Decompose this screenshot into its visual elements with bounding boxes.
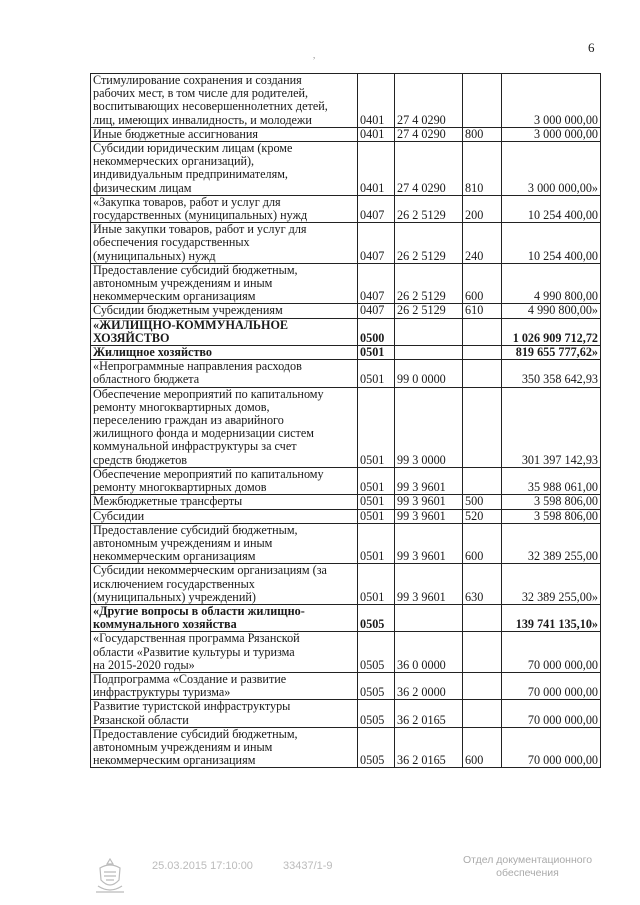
table-row bbox=[91, 632, 601, 673]
table-row bbox=[91, 142, 601, 196]
row-expense-type: 600 bbox=[463, 263, 502, 304]
row-expense-type bbox=[463, 318, 502, 345]
row-target-article: 99 3 9601 bbox=[395, 509, 463, 523]
row-amount: 4 990 800,00 bbox=[502, 263, 601, 304]
row-section: 0501 bbox=[358, 387, 395, 467]
row-target-article: 36 2 0165 bbox=[395, 700, 463, 727]
row-target-article: 36 2 0000 bbox=[395, 672, 463, 699]
row-amount: 70 000 000,00 bbox=[502, 632, 601, 673]
table-row bbox=[91, 467, 601, 494]
row-target-article bbox=[395, 318, 463, 345]
row-name: Иные бюджетные ассигнования bbox=[91, 127, 358, 141]
row-section: 0505 bbox=[358, 672, 395, 699]
row-name: Межбюджетные трансферты bbox=[91, 495, 358, 509]
row-amount: 1 026 909 712,72 bbox=[502, 318, 601, 345]
row-expense-type bbox=[463, 387, 502, 467]
row-name: Обеспечение мероприятий по капитальному ремонту многоквартирных домов, переселению граждан из аварийного жилищного фонда и модернизации систем коммунальной инфраструктуры за счет средств бюджетов bbox=[91, 387, 358, 467]
row-section: 0501 bbox=[358, 467, 395, 494]
row-target-article bbox=[395, 346, 463, 360]
row-expense-type: 630 bbox=[463, 564, 502, 605]
row-name: Субсидии юридическим лицам (кроме некоммерческих организаций), индивидуальным предпринимателям, физическим лицам bbox=[91, 142, 358, 196]
row-target-article: 99 0 0000 bbox=[395, 360, 463, 387]
row-target-article bbox=[395, 604, 463, 631]
row-amount: 4 990 800,00» bbox=[502, 304, 601, 318]
table-row bbox=[91, 387, 601, 467]
row-expense-type: 600 bbox=[463, 523, 502, 564]
row-amount: 3 000 000,00 bbox=[502, 74, 601, 128]
registration-date: 25.03.2015 17:10:00 bbox=[152, 860, 253, 872]
row-name: «Другие вопросы в области жилищно- коммунального хозяйства bbox=[91, 604, 358, 631]
row-expense-type bbox=[463, 604, 502, 631]
row-amount: 70 000 000,00 bbox=[502, 700, 601, 727]
coat-of-arms-icon bbox=[92, 856, 128, 896]
row-name: Субсидии бюджетным учреждениям bbox=[91, 304, 358, 318]
table-row bbox=[91, 672, 601, 699]
row-amount: 70 000 000,00 bbox=[502, 727, 601, 768]
row-expense-type bbox=[463, 700, 502, 727]
table-row bbox=[91, 318, 601, 345]
row-target-article: 26 2 5129 bbox=[395, 195, 463, 222]
page-number: 6 bbox=[588, 40, 595, 55]
row-name: Предоставление субсидий бюджетным, автономным учреждениям и иным некоммерческим организациям bbox=[91, 263, 358, 304]
table-row bbox=[91, 127, 601, 141]
table-row bbox=[91, 495, 601, 509]
table-row bbox=[91, 509, 601, 523]
row-target-article: 36 0 0000 bbox=[395, 632, 463, 673]
row-target-article: 27 4 0290 bbox=[395, 142, 463, 196]
row-target-article: 99 3 9601 bbox=[395, 467, 463, 494]
row-section: 0407 bbox=[358, 304, 395, 318]
row-section: 0501 bbox=[358, 523, 395, 564]
row-expense-type bbox=[463, 672, 502, 699]
scan-mark: , bbox=[313, 50, 316, 60]
row-amount: 3 000 000,00» bbox=[502, 142, 601, 196]
row-target-article: 26 2 5129 bbox=[395, 223, 463, 264]
row-name: Подпрограмма «Создание и развитие инфраструктуры туризма» bbox=[91, 672, 358, 699]
row-section: 0401 bbox=[358, 74, 395, 128]
row-expense-type: 500 bbox=[463, 495, 502, 509]
row-section: 0501 bbox=[358, 360, 395, 387]
row-amount: 35 988 061,00 bbox=[502, 467, 601, 494]
row-expense-type: 610 bbox=[463, 304, 502, 318]
row-name: «Непрограммные направления расходов областного бюджета bbox=[91, 360, 358, 387]
row-section: 0501 bbox=[358, 495, 395, 509]
row-section: 0505 bbox=[358, 727, 395, 768]
row-section: 0407 bbox=[358, 263, 395, 304]
row-name: «Закупка товаров, работ и услуг для государственных (муниципальных) нужд bbox=[91, 195, 358, 222]
row-target-article: 26 2 5129 bbox=[395, 304, 463, 318]
row-section: 0505 bbox=[358, 632, 395, 673]
row-amount: 70 000 000,00 bbox=[502, 672, 601, 699]
budget-table-body bbox=[91, 74, 601, 768]
row-target-article: 26 2 5129 bbox=[395, 263, 463, 304]
row-expense-type: 200 bbox=[463, 195, 502, 222]
row-section: 0500 bbox=[358, 318, 395, 345]
department-stamp: Отдел документационного обеспечения bbox=[462, 854, 593, 879]
row-section: 0501 bbox=[358, 346, 395, 360]
table-row bbox=[91, 727, 601, 768]
row-amount: 10 254 400,00 bbox=[502, 223, 601, 264]
row-name: Стимулирование сохранения и создания рабочих мест, в том числе для родителей, воспитывающих несовершеннолетних детей, лиц, имеющих инвалидность, и молодежи bbox=[91, 74, 358, 128]
row-target-article: 99 3 9601 bbox=[395, 523, 463, 564]
row-target-article: 99 3 9601 bbox=[395, 564, 463, 605]
table-row bbox=[91, 223, 601, 264]
row-amount: 3 598 806,00 bbox=[502, 509, 601, 523]
row-amount: 301 397 142,93 bbox=[502, 387, 601, 467]
row-name: Обеспечение мероприятий по капитальному ремонту многоквартирных домов bbox=[91, 467, 358, 494]
table-row bbox=[91, 263, 601, 304]
row-name: «Государственная программа Рязанской области «Развитие культуры и туризма на 2015-2020 годы» bbox=[91, 632, 358, 673]
row-section: 0505 bbox=[358, 700, 395, 727]
row-amount: 350 358 642,93 bbox=[502, 360, 601, 387]
row-amount: 32 389 255,00» bbox=[502, 564, 601, 605]
row-target-article: 27 4 0290 bbox=[395, 127, 463, 141]
table-row bbox=[91, 604, 601, 631]
table-row bbox=[91, 360, 601, 387]
row-section: 0401 bbox=[358, 127, 395, 141]
row-expense-type bbox=[463, 467, 502, 494]
row-section: 0401 bbox=[358, 142, 395, 196]
row-section: 0501 bbox=[358, 564, 395, 605]
row-section: 0501 bbox=[358, 509, 395, 523]
table-row bbox=[91, 304, 601, 318]
table-row bbox=[91, 195, 601, 222]
row-name: Субсидии bbox=[91, 509, 358, 523]
row-name: Развитие туристской инфраструктуры Рязанской области bbox=[91, 700, 358, 727]
row-expense-type: 800 bbox=[463, 127, 502, 141]
row-expense-type bbox=[463, 360, 502, 387]
row-amount: 139 741 135,10» bbox=[502, 604, 601, 631]
registration-code: 33437/1-9 bbox=[283, 860, 333, 872]
row-amount: 32 389 255,00 bbox=[502, 523, 601, 564]
row-name: Субсидии некоммерческим организациям (за исключением государственных (муниципальных) учреждений) bbox=[91, 564, 358, 605]
row-section: 0407 bbox=[358, 223, 395, 264]
table-row bbox=[91, 564, 601, 605]
row-section: 0505 bbox=[358, 604, 395, 631]
row-amount: 3 598 806,00 bbox=[502, 495, 601, 509]
row-amount: 819 655 777,62» bbox=[502, 346, 601, 360]
row-name: Предоставление субсидий бюджетным, автономным учреждениям и иным некоммерческим организациям bbox=[91, 727, 358, 768]
row-expense-type bbox=[463, 632, 502, 673]
row-amount: 10 254 400,00 bbox=[502, 195, 601, 222]
row-target-article: 27 4 0290 bbox=[395, 74, 463, 128]
table-row bbox=[91, 74, 601, 128]
row-section: 0407 bbox=[358, 195, 395, 222]
row-name: «ЖИЛИЩНО-КОММУНАЛЬНОЕ ХОЗЯЙСТВО bbox=[91, 318, 358, 345]
row-amount: 3 000 000,00 bbox=[502, 127, 601, 141]
row-name: Иные закупки товаров, работ и услуг для обеспечения государственных (муниципальных) нужд bbox=[91, 223, 358, 264]
budget-table bbox=[90, 73, 601, 768]
row-expense-type: 600 bbox=[463, 727, 502, 768]
row-expense-type: 810 bbox=[463, 142, 502, 196]
table-row bbox=[91, 523, 601, 564]
row-target-article: 99 3 0000 bbox=[395, 387, 463, 467]
footer bbox=[0, 850, 640, 905]
row-name: Жилищное хозяйство bbox=[91, 346, 358, 360]
row-target-article: 36 2 0165 bbox=[395, 727, 463, 768]
row-expense-type bbox=[463, 346, 502, 360]
row-expense-type bbox=[463, 74, 502, 128]
row-expense-type: 520 bbox=[463, 509, 502, 523]
row-target-article: 99 3 9601 bbox=[395, 495, 463, 509]
table-row bbox=[91, 700, 601, 727]
row-name: Предоставление субсидий бюджетным, автономным учреждениям и иным некоммерческим организациям bbox=[91, 523, 358, 564]
row-expense-type: 240 bbox=[463, 223, 502, 264]
table-row bbox=[91, 346, 601, 360]
